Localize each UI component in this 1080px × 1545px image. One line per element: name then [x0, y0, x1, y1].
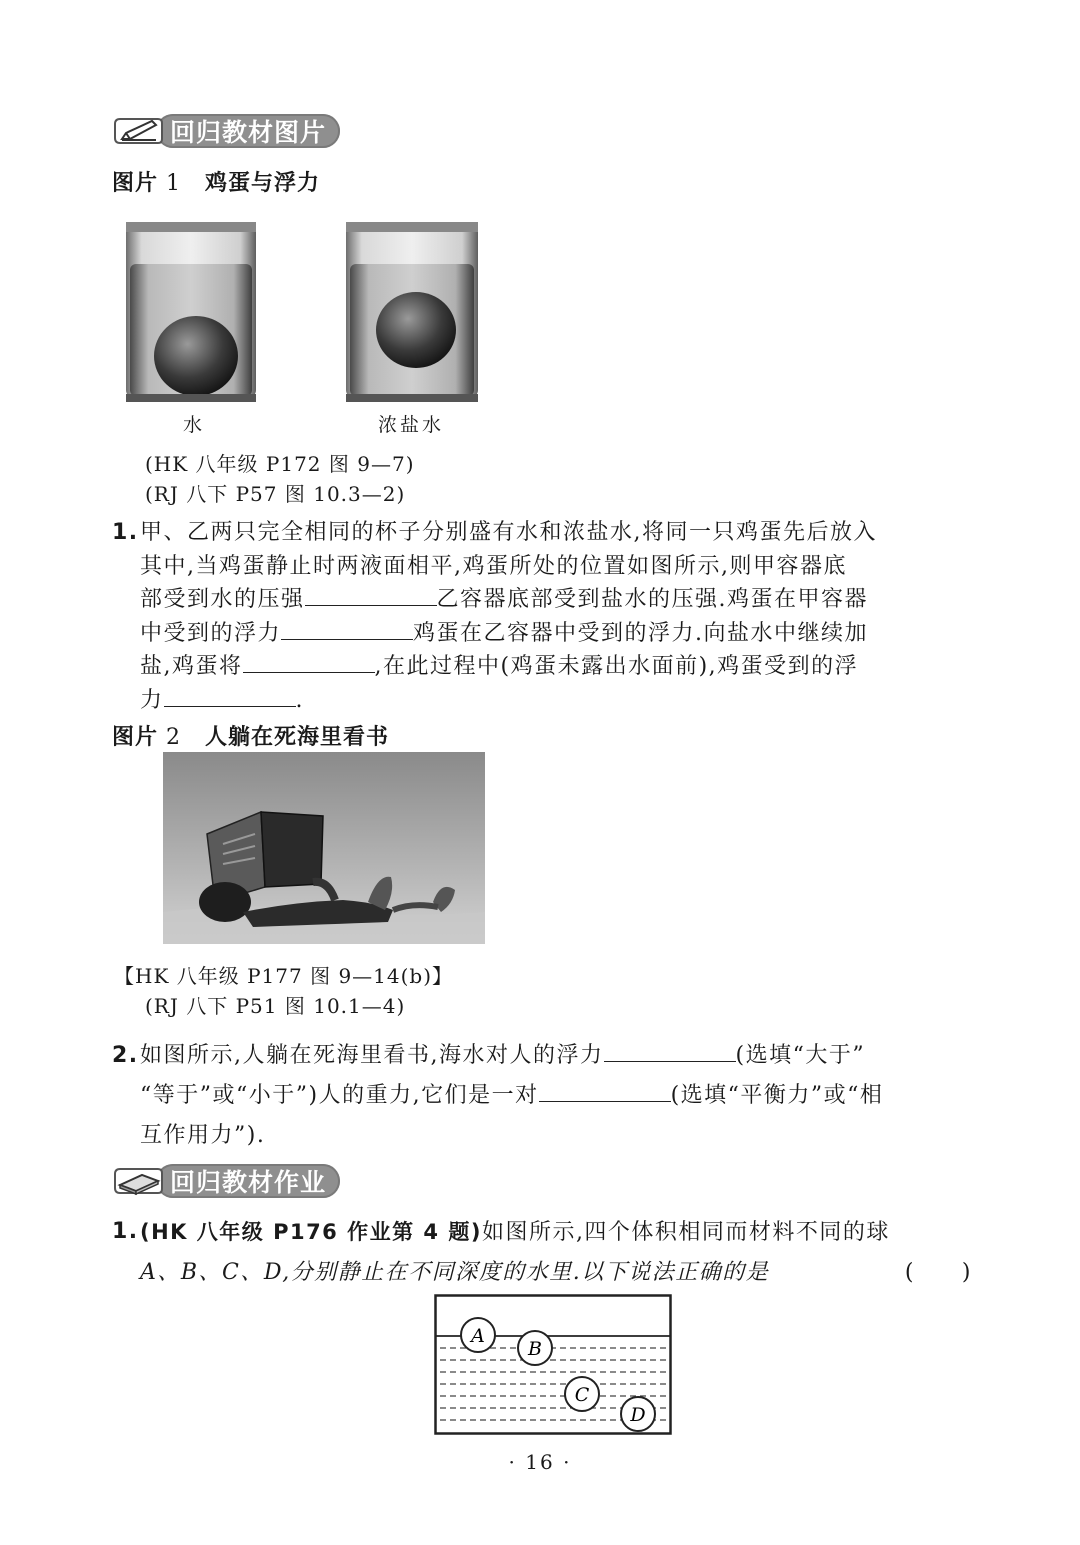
figure1-title	[112, 166, 320, 197]
answer-blank-6[interactable]	[539, 1079, 671, 1102]
hw1-line2	[140, 1253, 972, 1293]
beaker-water	[126, 222, 256, 402]
q1-line4	[140, 617, 972, 651]
section-title: 回归教材作业	[156, 1164, 340, 1198]
figure-title-text: 人躺在死海里看书	[205, 725, 390, 750]
answer-blank-2[interactable]	[281, 617, 413, 640]
balls-in-water-diagram	[434, 1294, 672, 1436]
q2-line1-post: (选填“大于”	[735, 1043, 866, 1068]
answer-blank-3[interactable]	[243, 650, 375, 673]
figure2-ref-hk: 【HK 八年级 P177 图 9—14(b)】	[114, 964, 454, 988]
figure2-dead-sea-image	[163, 752, 485, 944]
hw1-source: (HK 八年级 P176 作业第 4 题)	[140, 1220, 482, 1244]
q2-line2-post: (选填“平衡力”或“相	[670, 1083, 884, 1108]
ball-c	[565, 1377, 599, 1411]
figure1-beakers-image	[118, 218, 488, 408]
answer-blank-5[interactable]	[604, 1039, 736, 1062]
page-number: · 16 ·	[508, 1450, 572, 1474]
figure2-ref-rj: (RJ 八下 P51 图 10.1—4)	[145, 994, 406, 1018]
ball-a	[461, 1318, 495, 1352]
caption-salt-water: 浓盐水	[378, 414, 445, 436]
q2-line3: 互作用力”).	[140, 1123, 266, 1148]
figure1-ref-rj: (RJ 八下 P57 图 10.3—2)	[145, 482, 406, 506]
figure-label: 图片	[112, 725, 159, 750]
q2-line2-pre: “等于”或“小于”)人的重力,它们是一对	[140, 1083, 539, 1108]
ball-label: B	[528, 1338, 542, 1360]
q1-line2: 其中,当鸡蛋静止时两液面相平,鸡蛋所处的位置如图所示,则甲容器底	[140, 553, 847, 579]
section-banner-homework	[112, 1163, 340, 1199]
figure-number: 2	[166, 725, 182, 750]
q2-line1-pre: 如图所示,人躺在死海里看书,海水对人的浮力	[140, 1043, 604, 1068]
section-title: 回归教材图片	[156, 114, 340, 148]
question-number: 1.	[112, 520, 139, 545]
notebook-icon	[112, 1163, 164, 1199]
ball-label: C	[574, 1384, 590, 1406]
q1-line5-pre: 盐,鸡蛋将	[140, 654, 243, 679]
figure1-ref-hk: (HK 八年级 P172 图 9—7)	[145, 452, 415, 476]
hw1-line1-text: 如图所示,四个体积相同而材料不同的球	[481, 1220, 890, 1245]
question-2	[112, 1036, 972, 1156]
figure-title-text: 鸡蛋与浮力	[205, 171, 321, 196]
q1-line3	[140, 583, 972, 617]
egg-bottom	[154, 316, 238, 396]
q1-line6-pre: 力	[140, 687, 164, 713]
q1-line5	[140, 650, 972, 684]
answer-choice-paren[interactable]: ( )	[904, 1260, 972, 1285]
beaker-salt-water	[346, 222, 478, 402]
q1-line6	[140, 684, 972, 718]
question-number: 2.	[112, 1043, 139, 1068]
q1-line6-post: .	[295, 687, 305, 713]
q1-line4-post: 鸡蛋在乙容器中受到的浮力.向盐水中继续加	[413, 620, 869, 646]
ball-b	[518, 1331, 552, 1365]
caption-water: 水	[183, 414, 206, 436]
hw1-line2-text: A、B、C、D,分别静止在不同深度的水里.以下说法正确的是	[140, 1260, 770, 1285]
ball-d	[621, 1397, 655, 1431]
homework-question-1	[112, 1212, 972, 1292]
egg-suspended	[376, 292, 456, 368]
q1-line3-pre: 部受到水的压强	[140, 587, 305, 612]
q2-line2	[140, 1076, 972, 1116]
q1-line3-post: 乙容器底部受到盐水的压强.鸡蛋在甲容器	[436, 587, 869, 612]
pencil-ruler-icon	[112, 113, 164, 149]
figure2-title	[112, 720, 389, 751]
q1-line4-pre: 中受到的浮力	[140, 620, 282, 646]
figure-label: 图片	[112, 171, 159, 196]
q2-line1	[140, 1036, 972, 1076]
figure-number: 1	[166, 171, 182, 196]
answer-blank-1[interactable]	[305, 583, 437, 606]
section-banner-pictures	[112, 113, 340, 149]
q1-line5-post: ,在此过程中(鸡蛋未露出水面前),鸡蛋受到的浮	[374, 654, 859, 679]
ball-label: A	[471, 1325, 485, 1347]
question-1	[112, 516, 972, 721]
ball-label: D	[630, 1404, 646, 1426]
hw1-line1	[140, 1212, 972, 1253]
q1-line1: 甲、乙两只完全相同的杯子分别盛有水和浓盐水,将同一只鸡蛋先后放入	[140, 520, 877, 545]
answer-blank-4[interactable]	[164, 684, 296, 707]
question-number: 1.	[112, 1219, 139, 1244]
